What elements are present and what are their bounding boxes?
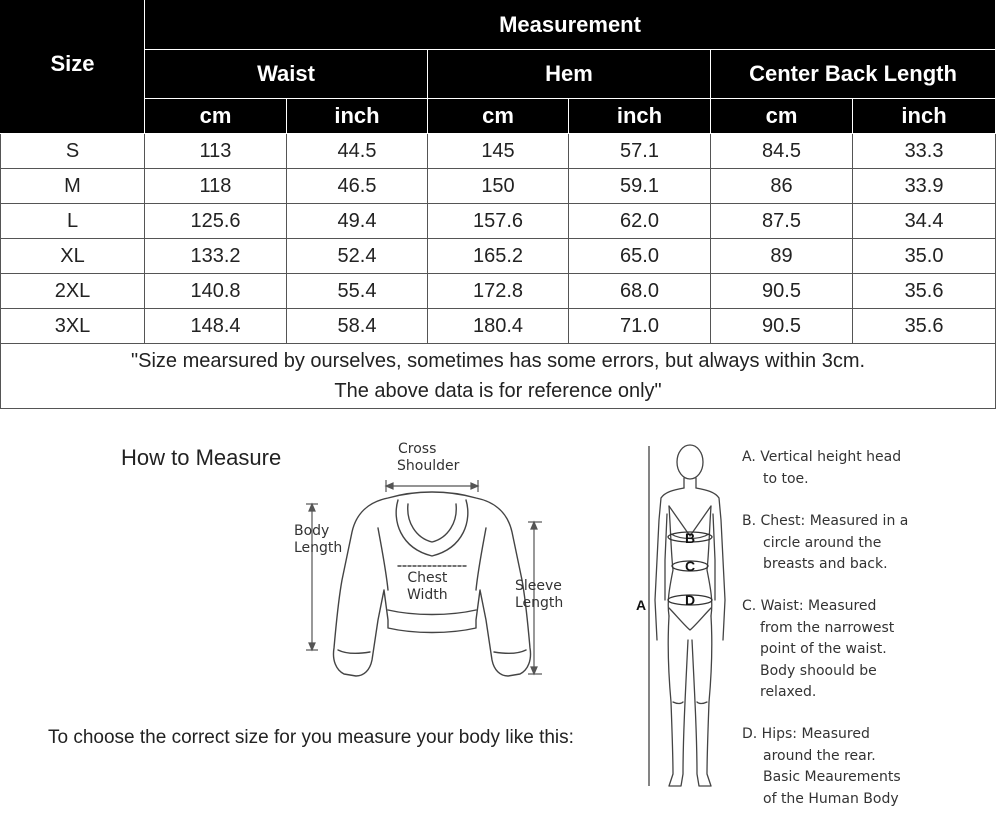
value-cell: 55.4 [287, 274, 428, 309]
size-note [1, 344, 996, 409]
value-cell: 172.8 [428, 274, 569, 309]
note-d-line-2: around the rear. [763, 747, 876, 764]
value-cell: 35.6 [853, 274, 996, 309]
note-chest [742, 511, 908, 576]
size-cell: S [1, 134, 145, 169]
size-note-line-2: The above data is for reference only" [334, 380, 662, 402]
note-row [1, 344, 996, 409]
marker-c: C [685, 558, 696, 574]
value-cell: 125.6 [145, 204, 287, 239]
marker-d: D [685, 592, 696, 608]
value-cell: 68.0 [569, 274, 711, 309]
size-cell: M [1, 169, 145, 204]
value-cell: 86 [711, 169, 853, 204]
unit-header: cm [145, 99, 287, 134]
size-column-header: Size [1, 1, 145, 134]
body-length-label-line-1: Body [294, 523, 330, 539]
value-cell: 87.5 [711, 204, 853, 239]
body-figure-illustration [645, 440, 735, 796]
unit-header: cm [711, 99, 853, 134]
table-row [1, 204, 996, 239]
note-c-line-5: relaxed. [760, 684, 817, 700]
value-cell: 90.5 [711, 274, 853, 309]
note-d-line-1: D. Hips: Measured [742, 726, 870, 742]
marker-a: A [636, 597, 647, 613]
value-cell: 65.0 [569, 239, 711, 274]
note-c-line-2: from the narrowest [760, 619, 895, 636]
center-back-length-header: Center Back Length [711, 50, 996, 99]
value-cell: 35.6 [853, 309, 996, 344]
size-cell: L [1, 204, 145, 239]
cross-shoulder-label [397, 441, 459, 475]
unit-header: inch [287, 99, 428, 134]
body-length-label-line-2: Length [294, 540, 343, 556]
table-row [1, 239, 996, 274]
unit-header: inch [569, 99, 711, 134]
size-cell: 3XL [1, 309, 145, 344]
value-cell: 157.6 [428, 204, 569, 239]
size-note-line-1: "Size mearsured by ourselves, sometimes has some errors, but always within 3cm. [131, 350, 866, 372]
note-b-line-3: breasts and back. [763, 556, 888, 572]
note-waist [742, 596, 894, 704]
cross-shoulder-label-line-2: Shoulder [397, 458, 460, 474]
value-cell: 145 [428, 134, 569, 169]
value-cell: 71.0 [569, 309, 711, 344]
sleeve-length-label [515, 578, 563, 612]
value-cell: 35.0 [853, 239, 996, 274]
chest-width-label-line-1: Chest [407, 570, 448, 586]
value-cell: 90.5 [711, 309, 853, 344]
chest-width-label-line-2: Width [407, 587, 448, 603]
value-cell: 57.1 [569, 134, 711, 169]
size-cell: 2XL [1, 274, 145, 309]
value-cell: 165.2 [428, 239, 569, 274]
value-cell: 113 [145, 134, 287, 169]
choose-size-instruction: To choose the correct size for you measure your body like this: [48, 727, 574, 748]
value-cell: 89 [711, 239, 853, 274]
value-cell: 34.4 [853, 204, 996, 239]
value-cell: 46.5 [287, 169, 428, 204]
table-row [1, 274, 996, 309]
value-cell: 59.1 [569, 169, 711, 204]
value-cell: 140.8 [145, 274, 287, 309]
how-to-measure-title: How to Measure [121, 445, 282, 470]
note-height [742, 447, 901, 490]
value-cell: 133.2 [145, 239, 287, 274]
note-b-line-1: B. Chest: Measured in a [742, 513, 909, 529]
sleeve-length-label-line-2: Length [515, 595, 564, 611]
value-cell: 180.4 [428, 309, 569, 344]
note-a-line-2: to toe. [763, 470, 809, 487]
value-cell: 118 [145, 169, 287, 204]
value-cell: 150 [428, 169, 569, 204]
chest-width-label [407, 570, 448, 604]
note-c-line-4: Body shoould be [760, 662, 877, 679]
table-row [1, 169, 996, 204]
note-a-line-1: A. Vertical height head [742, 449, 902, 465]
hem-header: Hem [428, 50, 711, 99]
value-cell: 33.9 [853, 169, 996, 204]
note-c-line-3: point of the waist. [760, 641, 887, 657]
measurement-header: Measurement [145, 1, 996, 50]
unit-header: inch [853, 99, 996, 134]
value-cell: 49.4 [287, 204, 428, 239]
unit-header: cm [428, 99, 569, 134]
note-b-line-2: circle around the [763, 534, 882, 551]
size-cell: XL [1, 239, 145, 274]
body-length-label [294, 523, 342, 557]
note-d-line-4: of the Human Body [763, 790, 899, 807]
marker-b: B [685, 530, 696, 546]
value-cell: 148.4 [145, 309, 287, 344]
sleeve-length-label-line-1: Sleeve [515, 578, 562, 594]
waist-header: Waist [145, 50, 428, 99]
value-cell: 44.5 [287, 134, 428, 169]
value-cell: 84.5 [711, 134, 853, 169]
value-cell: 62.0 [569, 204, 711, 239]
value-cell: 52.4 [287, 239, 428, 274]
table-row [1, 134, 996, 169]
note-hips [742, 724, 901, 810]
table-row [1, 309, 996, 344]
value-cell: 33.3 [853, 134, 996, 169]
note-c-line-1: C. Waist: Measured [742, 598, 877, 614]
cross-shoulder-label-line-1: Cross [398, 441, 437, 457]
note-d-line-3: Basic Meaurements [763, 769, 901, 785]
value-cell: 58.4 [287, 309, 428, 344]
